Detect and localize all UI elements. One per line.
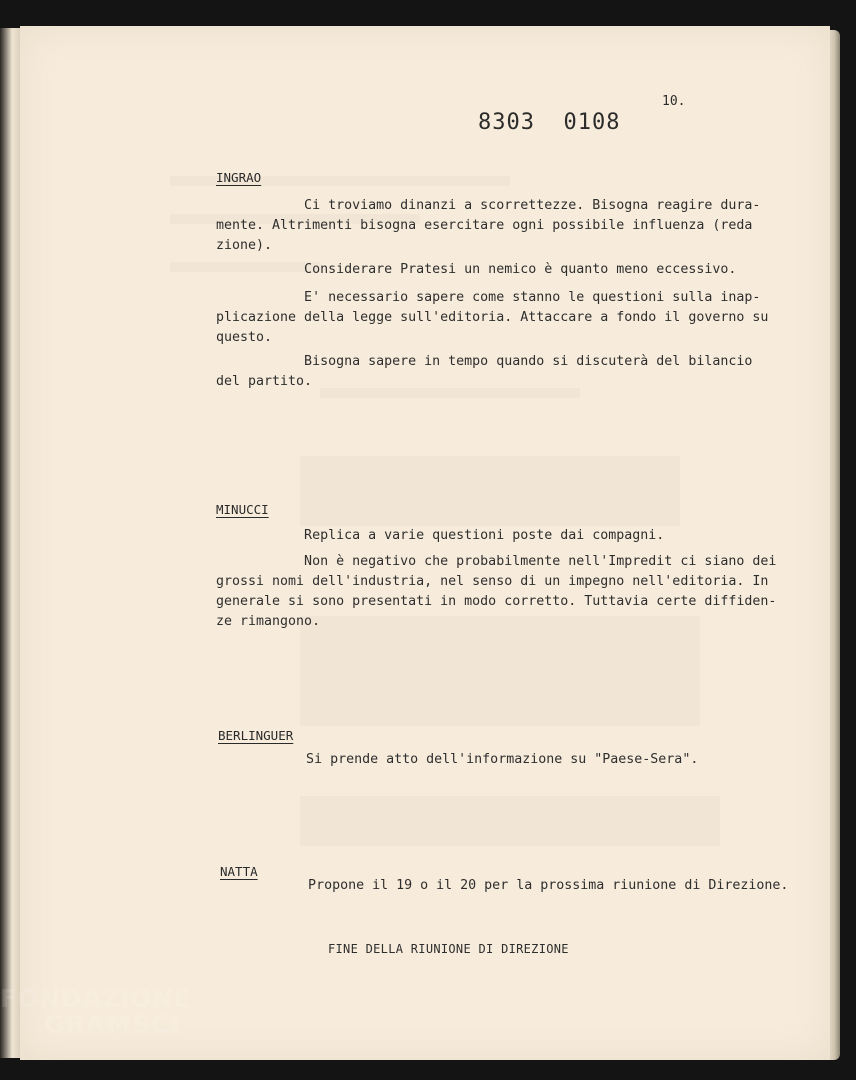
speech-paragraph: Non è negativo che probabilmente nell'Impredit ci siano dei grossi nomi dell'industria, nel senso di un impegno nell'editoria. In generale si sono presentati in modo corretto. Tuttavia certe diffiden- ze rimangono. — [216, 554, 777, 629]
speech-paragraph: E' necessario sapere come stanno le questioni sulla inap- plicazione della legge sull'editoria. Attaccare a fondo il governo su questo. — [216, 290, 769, 345]
speaker-name: BERLINGUER — [218, 728, 294, 743]
closing-line: FINE DELLA RIUNIONE DI DIREZIONE — [328, 942, 569, 956]
document-number: 8303 0108 — [478, 110, 621, 135]
show-through — [300, 456, 680, 526]
document-page — [20, 26, 830, 1060]
speech-paragraph: Ci troviamo dinanzi a scorrettezze. Bisogna reagire dura- mente. Altrimenti bisogna esercitare ogni possibile influenza (reda zione). — [216, 198, 761, 253]
speech-paragraph: Considerare Pratesi un nemico è quanto meno eccessivo. — [216, 262, 737, 277]
watermark-line: GRAMSCI — [44, 1010, 181, 1039]
speaker-name: INGRAO — [216, 170, 262, 185]
speaker-name: NATTA — [220, 864, 258, 879]
speaker-name: MINUCCI — [216, 502, 269, 517]
binder-edge — [0, 28, 22, 1058]
speech-paragraph: Bisogna sapere in tempo quando si discuterà del bilancio del partito. — [216, 354, 753, 389]
speech-paragraph: Replica a varie questioni poste dai compagni. — [216, 528, 665, 543]
show-through — [300, 616, 700, 726]
show-through — [300, 796, 720, 846]
watermark-line: FONDAZIONE — [0, 984, 192, 1013]
page-number: 10. — [662, 94, 686, 109]
fondazione-gramsci-watermark — [0, 986, 191, 1038]
speech-paragraph: Si prende atto dell'informazione su "Paese-Sera". — [218, 752, 699, 767]
speech-paragraph: Propone il 19 o il 20 per la prossima riunione di Direzione. — [220, 878, 789, 893]
